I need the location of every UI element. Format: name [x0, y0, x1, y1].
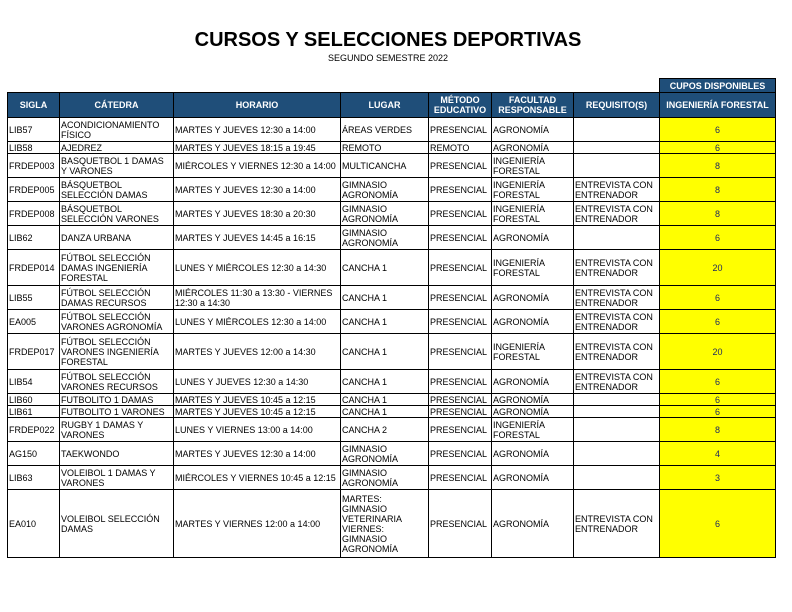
- cell-requisito: [574, 406, 660, 418]
- cell-horario: MIÉRCOLES Y VIERNES 12:30 a 14:00: [174, 154, 341, 178]
- cell-metodo: PRESENCIAL: [429, 334, 492, 370]
- cell-lugar: CANCHA 1: [341, 370, 429, 394]
- cell-lugar: CANCHA 1: [341, 334, 429, 370]
- cell-horario: LUNES Y JUEVES 12:30 a 14:30: [174, 370, 341, 394]
- cell-sigla: LIB61: [8, 406, 60, 418]
- cell-requisito: [574, 394, 660, 406]
- table-row: [8, 250, 776, 286]
- cell-lugar: CANCHA 1: [341, 394, 429, 406]
- cell-catedra: FÚTBOL SELECCIÓN VARONES RECURSOS: [60, 370, 174, 394]
- cell-lugar: REMOTO: [341, 142, 429, 154]
- cell-cupos: 6: [660, 394, 776, 406]
- cell-metodo: PRESENCIAL: [429, 310, 492, 334]
- cell-catedra: BÁSQUETBOL SELECCIÓN VARONES: [60, 202, 174, 226]
- cell-cupos: 6: [660, 490, 776, 558]
- cell-facultad: AGRONOMÍA: [492, 310, 574, 334]
- cell-facultad: AGRONOMÍA: [492, 442, 574, 466]
- cell-sigla: EA010: [8, 490, 60, 558]
- cell-requisito: [574, 154, 660, 178]
- cell-metodo: PRESENCIAL: [429, 286, 492, 310]
- cell-requisito: [574, 142, 660, 154]
- cell-metodo: PRESENCIAL: [429, 394, 492, 406]
- cell-cupos: 8: [660, 154, 776, 178]
- cell-sigla: LIB63: [8, 466, 60, 490]
- cell-facultad: INGENIERÍA FORESTAL: [492, 154, 574, 178]
- cell-horario: LUNES Y VIERNES 13:00 a 14:00: [174, 418, 341, 442]
- table-row: [8, 202, 776, 226]
- table-row: [8, 226, 776, 250]
- cell-catedra: FÚTBOL SELECCIÓN DAMAS RECURSOS: [60, 286, 174, 310]
- cell-cupos: 20: [660, 334, 776, 370]
- cell-requisito: ENTREVISTA CON ENTRENADOR: [574, 370, 660, 394]
- col-header-requisito: REQUISITO(S): [574, 93, 660, 118]
- cell-lugar: CANCHA 2: [341, 418, 429, 442]
- cell-catedra: ACONDICIONAMIENTO FÍSICO: [60, 118, 174, 142]
- cell-catedra: FÚTBOL SELECCIÓN DAMAS INGENIERÍA FORESTAL: [60, 250, 174, 286]
- cell-horario: LUNES Y MIÉRCOLES 12:30 a 14:30: [174, 250, 341, 286]
- cell-metodo: PRESENCIAL: [429, 118, 492, 142]
- courses-table: [7, 78, 776, 558]
- cell-lugar: ÁREAS VERDES: [341, 118, 429, 142]
- cell-catedra: AJEDREZ: [60, 142, 174, 154]
- table-row: [8, 310, 776, 334]
- cell-lugar: CANCHA 1: [341, 250, 429, 286]
- table-row: [8, 394, 776, 406]
- cell-horario: MARTES Y JUEVES 10:45 a 12:15: [174, 394, 341, 406]
- cell-cupos: 3: [660, 466, 776, 490]
- cell-cupos: 6: [660, 310, 776, 334]
- page-title: CURSOS Y SELECCIONES DEPORTIVAS: [194, 29, 582, 51]
- cell-sigla: LIB62: [8, 226, 60, 250]
- cell-catedra: BASQUETBOL 1 DAMAS Y VARONES: [60, 154, 174, 178]
- cell-sigla: LIB54: [8, 370, 60, 394]
- table-row: [8, 334, 776, 370]
- cell-facultad: INGENIERÍA FORESTAL: [492, 418, 574, 442]
- cell-cupos: 6: [660, 406, 776, 418]
- table-row: [8, 286, 776, 310]
- table-row: [8, 418, 776, 442]
- cell-metodo: PRESENCIAL: [429, 202, 492, 226]
- cell-cupos: 8: [660, 202, 776, 226]
- cell-metodo: PRESENCIAL: [429, 466, 492, 490]
- cell-lugar: GIMNASIO AGRONOMÍA: [341, 466, 429, 490]
- cell-sigla: LIB55: [8, 286, 60, 310]
- cell-catedra: VOLEIBOL SELECCIÓN DAMAS: [60, 490, 174, 558]
- cell-cupos: 6: [660, 286, 776, 310]
- cell-cupos: 6: [660, 226, 776, 250]
- table-row: [8, 142, 776, 154]
- cell-horario: MARTES Y VIERNES 12:00 a 14:00: [174, 490, 341, 558]
- cell-catedra: VOLEIBOL 1 DAMAS Y VARONES: [60, 466, 174, 490]
- cell-catedra: FUTBOLITO 1 VARONES: [60, 406, 174, 418]
- table-row: [8, 370, 776, 394]
- cell-cupos: 8: [660, 418, 776, 442]
- cell-requisito: [574, 226, 660, 250]
- cell-horario: MARTES Y JUEVES 12:30 a 14:00: [174, 442, 341, 466]
- cell-facultad: AGRONOMÍA: [492, 370, 574, 394]
- cell-horario: MARTES Y JUEVES 18:15 a 19:45: [174, 142, 341, 154]
- cell-sigla: FRDEP008: [8, 202, 60, 226]
- cell-requisito: ENTREVISTA CON ENTRENADOR: [574, 250, 660, 286]
- cell-horario: LUNES Y MIÉRCOLES 12:30 a 14:00: [174, 310, 341, 334]
- cell-metodo: REMOTO: [429, 142, 492, 154]
- cell-requisito: ENTREVISTA CON ENTRENADOR: [574, 334, 660, 370]
- cell-sigla: LIB58: [8, 142, 60, 154]
- cell-requisito: ENTREVISTA CON ENTRENADOR: [574, 490, 660, 558]
- cell-facultad: INGENIERÍA FORESTAL: [492, 250, 574, 286]
- cell-facultad: AGRONOMÍA: [492, 394, 574, 406]
- cell-cupos: 20: [660, 250, 776, 286]
- cell-metodo: PRESENCIAL: [429, 250, 492, 286]
- cell-lugar: MARTES: GIMNASIO VETERINARIA VIERNES: GIMNASIO AGRONOMÍA: [341, 490, 429, 558]
- cell-catedra: RUGBY 1 DAMAS Y VARONES: [60, 418, 174, 442]
- cell-sigla: FRDEP017: [8, 334, 60, 370]
- cell-sigla: FRDEP014: [8, 250, 60, 286]
- cell-lugar: GIMNASIO AGRONOMÍA: [341, 442, 429, 466]
- cell-facultad: AGRONOMÍA: [492, 406, 574, 418]
- cell-sigla: FRDEP022: [8, 418, 60, 442]
- col-header-lugar: LUGAR: [341, 93, 429, 118]
- table-row: [8, 406, 776, 418]
- cell-cupos: 6: [660, 370, 776, 394]
- cupos-disponibles-header: CUPOS DISPONIBLES: [660, 79, 776, 93]
- cell-metodo: PRESENCIAL: [429, 418, 492, 442]
- cell-sigla: EA005: [8, 310, 60, 334]
- table-row: [8, 118, 776, 142]
- cell-catedra: TAEKWONDO: [60, 442, 174, 466]
- cell-requisito: [574, 118, 660, 142]
- page-subtitle: SEGUNDO SEMESTRE 2022: [327, 53, 449, 63]
- cell-requisito: ENTREVISTA CON ENTRENADOR: [574, 286, 660, 310]
- cell-metodo: PRESENCIAL: [429, 490, 492, 558]
- cell-facultad: AGRONOMÍA: [492, 118, 574, 142]
- table-row: [8, 178, 776, 202]
- col-header-catedra: CÁTEDRA: [60, 93, 174, 118]
- cell-cupos: 8: [660, 178, 776, 202]
- cupos-header-row: [8, 79, 776, 93]
- cell-requisito: ENTREVISTA CON ENTRENADOR: [574, 202, 660, 226]
- cell-horario: MARTES Y JUEVES 10:45 a 12:15: [174, 406, 341, 418]
- cell-lugar: GIMNASIO AGRONOMÍA: [341, 178, 429, 202]
- cell-horario: MARTES Y JUEVES 12:30 a 14:00: [174, 178, 341, 202]
- cell-lugar: CANCHA 1: [341, 310, 429, 334]
- cell-cupos: 6: [660, 118, 776, 142]
- cell-metodo: PRESENCIAL: [429, 370, 492, 394]
- cell-sigla: FRDEP005: [8, 178, 60, 202]
- cell-facultad: AGRONOMÍA: [492, 226, 574, 250]
- cell-lugar: CANCHA 1: [341, 286, 429, 310]
- col-header-facultad: FACULTAD RESPONSABLE: [492, 93, 574, 118]
- cell-requisito: [574, 442, 660, 466]
- cell-catedra: DANZA URBANA: [60, 226, 174, 250]
- cell-metodo: PRESENCIAL: [429, 154, 492, 178]
- cell-horario: MARTES Y JUEVES 12:00 a 14:30: [174, 334, 341, 370]
- table-row: [8, 154, 776, 178]
- cell-lugar: MULTICANCHA: [341, 154, 429, 178]
- cell-requisito: [574, 466, 660, 490]
- table-row: [8, 466, 776, 490]
- cell-facultad: INGENIERÍA FORESTAL: [492, 178, 574, 202]
- cell-catedra: BÁSQUETBOL SELECCIÓN DAMAS: [60, 178, 174, 202]
- cell-metodo: PRESENCIAL: [429, 442, 492, 466]
- cell-requisito: ENTREVISTA CON ENTRENADOR: [574, 310, 660, 334]
- col-header-ingenieria-forestal: INGENIERÍA FORESTAL: [660, 93, 776, 118]
- table-row: [8, 490, 776, 558]
- cell-cupos: 4: [660, 442, 776, 466]
- cell-horario: MARTES Y JUEVES 14:45 a 16:15: [174, 226, 341, 250]
- col-header-sigla: SIGLA: [8, 93, 60, 118]
- cell-horario: MARTES Y JUEVES 18:30 a 20:30: [174, 202, 341, 226]
- cell-metodo: PRESENCIAL: [429, 178, 492, 202]
- cell-metodo: PRESENCIAL: [429, 226, 492, 250]
- table-row: [8, 442, 776, 466]
- cell-facultad: INGENIERÍA FORESTAL: [492, 334, 574, 370]
- cell-requisito: ENTREVISTA CON ENTRENADOR: [574, 178, 660, 202]
- cell-metodo: PRESENCIAL: [429, 406, 492, 418]
- col-header-horario: HORARIO: [174, 93, 341, 118]
- cell-facultad: AGRONOMÍA: [492, 286, 574, 310]
- col-header-metodo: MÉTODO EDUCATIVO: [429, 93, 492, 118]
- cell-horario: MIÉRCOLES 11:30 a 13:30 - VIERNES 12:30 a 14:30: [174, 286, 341, 310]
- cell-lugar: GIMNASIO AGRONOMÍA: [341, 202, 429, 226]
- cell-horario: MARTES Y JUEVES 12:30 a 14:00: [174, 118, 341, 142]
- cell-lugar: CANCHA 1: [341, 406, 429, 418]
- cell-sigla: AG150: [8, 442, 60, 466]
- cell-catedra: FÚTBOL SELECCIÓN VARONES INGENIERÍA FORESTAL: [60, 334, 174, 370]
- table-header-row: [8, 93, 776, 118]
- cell-sigla: FRDEP003: [8, 154, 60, 178]
- cell-facultad: AGRONOMÍA: [492, 142, 574, 154]
- cell-catedra: FUTBOLITO 1 DAMAS: [60, 394, 174, 406]
- cell-facultad: AGRONOMÍA: [492, 490, 574, 558]
- cell-sigla: LIB60: [8, 394, 60, 406]
- cell-sigla: LIB57: [8, 118, 60, 142]
- cell-requisito: [574, 418, 660, 442]
- cell-facultad: AGRONOMÍA: [492, 466, 574, 490]
- cell-lugar: GIMNASIO AGRONOMÍA: [341, 226, 429, 250]
- cell-catedra: FÚTBOL SELECCIÓN VARONES AGRONOMÍA: [60, 310, 174, 334]
- cell-facultad: INGENIERÍA FORESTAL: [492, 202, 574, 226]
- cell-horario: MIÉRCOLES Y VIERNES 10:45 a 12:15: [174, 466, 341, 490]
- cell-cupos: 6: [660, 142, 776, 154]
